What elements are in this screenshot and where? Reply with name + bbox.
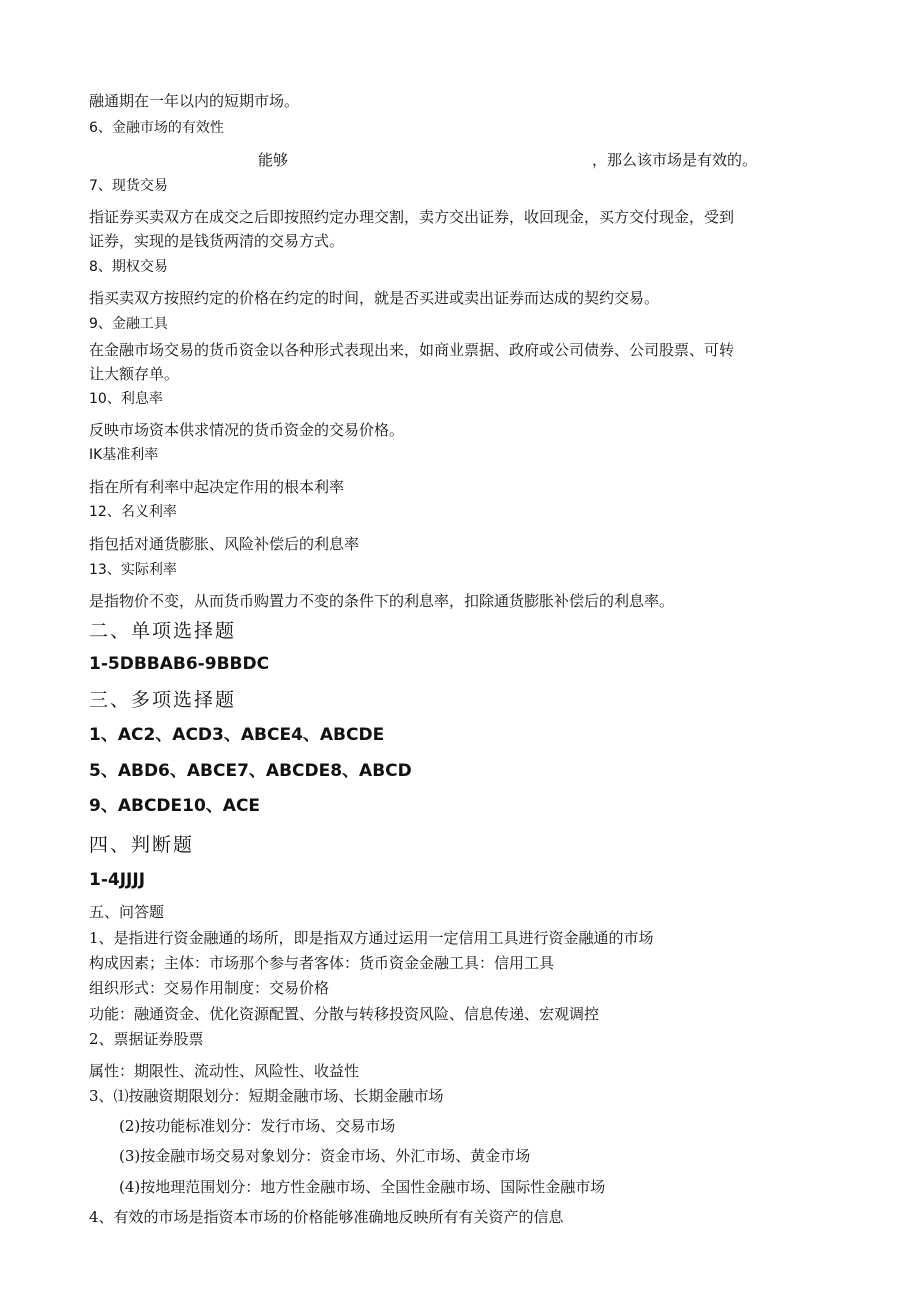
text-line: (2)按功能标准划分：发行市场、交易市场	[119, 1117, 396, 1135]
text-line: 2、票据证券股票	[89, 1030, 204, 1048]
answer-line: 1、AC2、ACD3、ABCE4、ABCDE	[89, 725, 385, 745]
section-title: 五、问答题	[89, 903, 165, 921]
text-line: 是指物价不变，从而货币购置力不变的条件下的利息率，扣除通货膨胀补偿后的利息率。	[89, 592, 675, 610]
section-title: 二、单项选择题	[89, 620, 237, 642]
term-heading: 13、实际利率	[89, 562, 177, 578]
term-heading: 9、金融工具	[89, 316, 168, 332]
text-line: 组织形式：交易作用制度：交易价格	[89, 979, 330, 997]
text-line: 1、是指进行资金融通的场所，即是指双方通过运用一定信用工具进行资金融通的市场	[89, 929, 654, 947]
text-line: 指包括对通货膨胀、风险补偿后的利息率	[89, 535, 360, 553]
section-title: 四、判断题	[89, 834, 195, 856]
text-line: 指证券买卖双方在成交之后即按照约定办理交割，卖方交出证券，收回现金，买方交付现金，受到	[89, 208, 735, 226]
answer-line: 1-5DBBAB6-9BBDC	[89, 654, 270, 674]
text-line: 融通期在一年以内的短期市场。	[89, 92, 300, 110]
text-line: 指在所有利率中起决定作用的根本利率	[89, 478, 345, 496]
text-fragment: ，那么该市场是有效的。	[592, 151, 758, 169]
text-line: 属性：期限性、流动性、风险性、收益性	[89, 1062, 360, 1080]
term-heading: IK基准利率	[89, 447, 159, 463]
text-line: 3、⑴按融资期限划分：短期金融市场、长期金融市场	[89, 1087, 444, 1105]
text-line: 反映市场资本供求情况的货币资金的交易价格。	[89, 421, 405, 439]
answer-line: 1-4JJJJ	[89, 870, 146, 890]
text-fragment: 能够	[258, 151, 289, 169]
answer-line: 9、ABCDE10、ACE	[89, 796, 261, 816]
text-line: 在金融市场交易的货币资金以各种形式表现出来，如商业票据、政府或公司债券、公司股票、可转	[89, 341, 735, 359]
text-line: 指买卖双方按照约定的价格在约定的时间，就是否买进或卖出证券而达成的契约交易。	[89, 289, 660, 307]
text-line: 构成因素；主体：市场那个参与者客体：货币资金金融工具：信用工具	[89, 954, 555, 972]
term-heading: 6、金融市场的有效性	[89, 120, 224, 136]
text-line: 让大额存单。	[89, 365, 180, 383]
section-title: 三、多项选择题	[89, 689, 237, 711]
text-line: (4)按地理范围划分：地方性金融市场、全国性金融市场、国际性金融市场	[119, 1178, 606, 1196]
answer-line: 5、ABD6、ABCE7、ABCDE8、ABCD	[89, 761, 412, 781]
term-heading: 7、现货交易	[89, 178, 168, 194]
text-line: 4、有效的市场是指资本市场的价格能够准确地反映所有有关资产的信息	[89, 1208, 564, 1226]
text-line: 功能：融通资金、优化资源配置、分散与转移投资风险、信息传递、宏观调控	[89, 1005, 600, 1023]
text-line: (3)按金融市场交易对象划分：资金市场、外汇市场、黄金市场	[119, 1147, 531, 1165]
term-heading: 12、名义利率	[89, 504, 177, 520]
text-line: 证券，实现的是钱货两清的交易方式。	[89, 232, 345, 250]
term-heading: 8、期权交易	[89, 259, 168, 275]
term-heading: 10、利息率	[89, 391, 163, 407]
